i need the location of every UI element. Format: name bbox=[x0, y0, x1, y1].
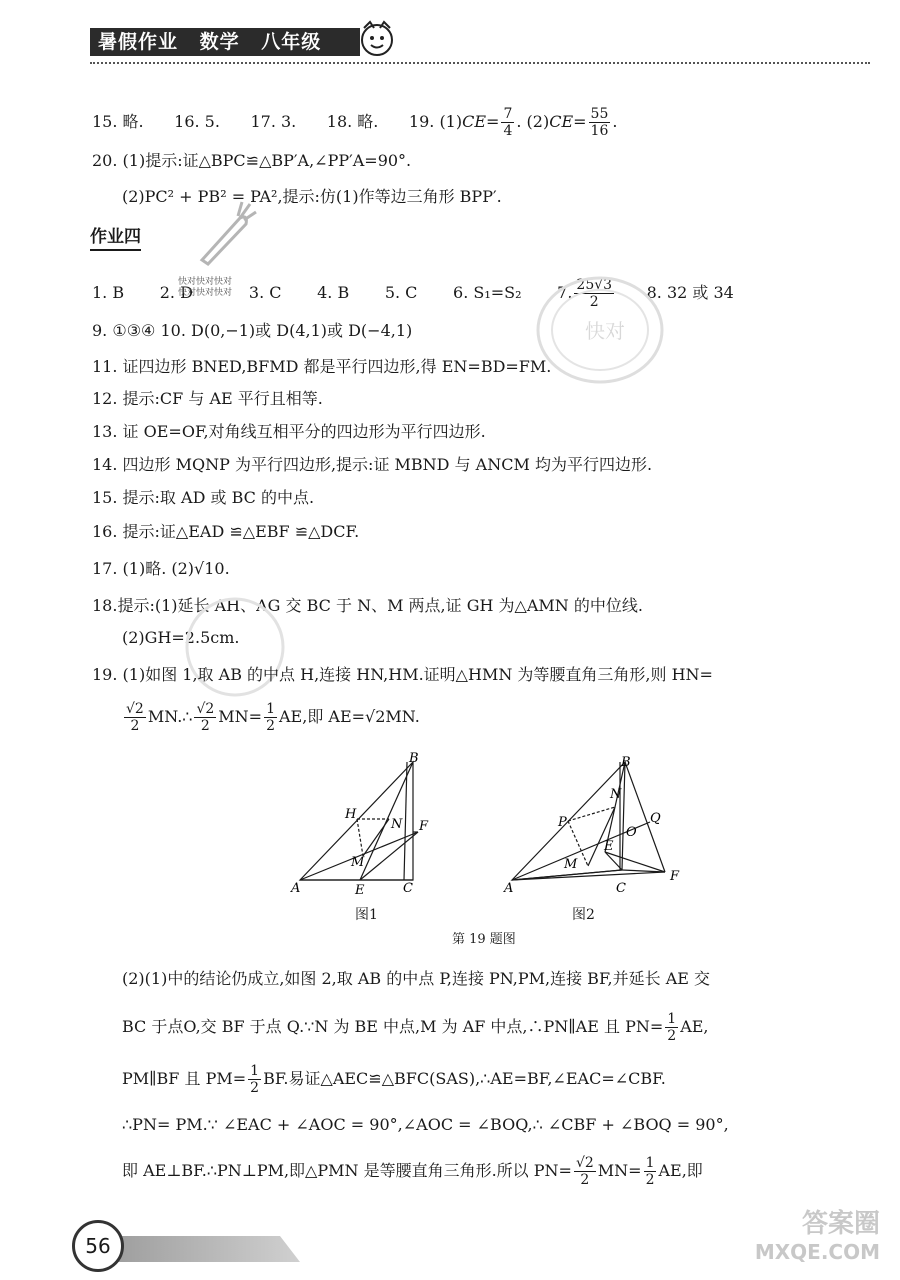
watermark-small-2: 快对快对快对 bbox=[178, 288, 233, 298]
carrot-stamp-icon bbox=[190, 198, 260, 270]
frac-num: √2 bbox=[575, 1155, 594, 1171]
text: 即 AE⊥BF.∴PN⊥PM,即△PMN 是等腰直角三角形.所以 PN= bbox=[122, 1161, 572, 1180]
equals-sign: = bbox=[573, 112, 587, 131]
answer-4: 4. B bbox=[317, 283, 350, 302]
frac-num: 55 bbox=[590, 106, 609, 122]
frac-den: 2 bbox=[589, 294, 599, 310]
answer-6: 6. S₁=S₂ bbox=[453, 283, 522, 302]
header-book-title: 暑假作业 bbox=[98, 31, 179, 53]
frac-num: √2 bbox=[196, 701, 215, 717]
header-title-band bbox=[90, 28, 360, 56]
formula-text: MN= bbox=[218, 707, 263, 726]
answer-14: 14. 四边形 MQNP 为平行四边形,提示:证 MBND 与 ANCM 均为平行四边形. bbox=[92, 455, 653, 474]
answer-17: 17. (1)略. (2)√10. bbox=[92, 559, 230, 578]
fraction-root2-2 bbox=[574, 1155, 596, 1188]
fig1-line-hm bbox=[357, 819, 363, 856]
fraction-1-2 bbox=[264, 701, 277, 734]
fig1-label-n: N bbox=[391, 817, 403, 832]
text: MN= bbox=[597, 1161, 642, 1180]
answer-1: 1. B bbox=[92, 283, 125, 302]
part2-line-2 bbox=[122, 1010, 709, 1044]
fig2-label-o: O bbox=[626, 825, 637, 840]
fig2-label-p: P bbox=[558, 815, 567, 830]
answer-19-part1: 19. (1)如图 1,取 AB 的中点 H,连接 HN,HM.证明△HMN 为等腰直角三角形,则 HN= bbox=[92, 665, 713, 684]
answer-11: 11. 证四边形 BNED,BFMD 都是平行四边形,得 EN=BD=FM. bbox=[92, 357, 552, 376]
answer-18: 18. 略. bbox=[326, 112, 379, 131]
fig2-label-b: B bbox=[621, 755, 631, 770]
answer-16: 16. 提示:证△EAD ≌△EBF ≌△DCF. bbox=[92, 522, 360, 541]
fraction-55-16 bbox=[589, 106, 611, 139]
answer-19-part1-formula bbox=[122, 700, 420, 734]
answer-3: 3. C bbox=[248, 283, 282, 302]
fig2-label-e: E bbox=[604, 839, 614, 854]
fraction-root2-2 bbox=[124, 701, 146, 734]
frac-num: 25√3 bbox=[576, 277, 613, 293]
figures-group-caption: 第 19 题图 bbox=[452, 932, 516, 947]
answer-2: 2. D bbox=[159, 283, 193, 302]
figure-1-caption: 图1 bbox=[355, 907, 378, 923]
answer-15: 15. 略. bbox=[92, 112, 144, 131]
answer-19-ce2: CE bbox=[549, 112, 574, 131]
frac-den: 2 bbox=[645, 1172, 655, 1188]
fig2-label-a: A bbox=[504, 881, 514, 896]
header-dotted-rule bbox=[90, 62, 870, 64]
answer-18-part1: 18.提示:(1)延长 AH、AG 交 BC 于 N、M 两点,证 GH 为△AMN 的中位线. bbox=[92, 596, 643, 615]
text: AE, bbox=[680, 1017, 709, 1036]
frac-den: 2 bbox=[200, 718, 210, 734]
answer-19-mid: . (2) bbox=[516, 112, 550, 131]
watermark-stamp-line2: MXQE.COM bbox=[754, 1240, 880, 1264]
fraction-1-2 bbox=[665, 1011, 678, 1044]
fraction-1-2 bbox=[248, 1063, 261, 1096]
header-subject: 数学 bbox=[199, 31, 240, 53]
answer-20-part1: 20. (1)提示:证△BPC≌△BP′A,∠PP′A=90°. bbox=[92, 151, 412, 170]
answer-18-part2: (2)GH=2.5cm. bbox=[122, 628, 240, 647]
fig1-label-m: M bbox=[351, 855, 365, 870]
fig1-label-h: H bbox=[345, 807, 357, 822]
text: BF.易证△AEC≌△BFC(SAS),∴AE=BF,∠EAC=∠CBF. bbox=[263, 1069, 666, 1088]
fig1-label-e: E bbox=[355, 883, 365, 898]
fig2-label-c: C bbox=[616, 881, 626, 896]
fig2-label-n: N bbox=[610, 787, 622, 802]
part2-line-5 bbox=[122, 1154, 703, 1188]
figure-1-diagram bbox=[285, 752, 435, 902]
watermark-stamp-line1: 答案圈 bbox=[801, 1209, 880, 1239]
frac-num: 1 bbox=[266, 701, 275, 717]
frac-den: 4 bbox=[503, 123, 513, 139]
answer-7-prefix: 7. bbox=[557, 283, 573, 302]
answer-5: 5. C bbox=[384, 283, 418, 302]
part2-line-3 bbox=[122, 1062, 666, 1096]
fig1-line-ef bbox=[360, 832, 418, 880]
fig1-label-c: C bbox=[403, 881, 413, 896]
fraction-7-4 bbox=[501, 106, 514, 139]
frac-num: 7 bbox=[503, 106, 513, 122]
part2-line-4: ∴PN= PM.∵ ∠EAC + ∠AOC = 90°,∠AOC = ∠BOQ,∴ ∠CBF + ∠BOQ = 90°, bbox=[122, 1115, 729, 1134]
formula-text: AE,即 AE=√2MN. bbox=[279, 707, 420, 726]
figure-2-diagram bbox=[500, 752, 700, 902]
fig2-label-q: Q bbox=[650, 811, 661, 826]
fraction-root2-2 bbox=[194, 701, 216, 734]
answer-17: 17. 3. bbox=[250, 112, 297, 131]
text: BC 于点O,交 BF 于点 Q.∵N 为 BE 中点,M 为 AF 中点,∴PN∥AE 且 PN= bbox=[122, 1017, 664, 1036]
equals-sign: = bbox=[486, 112, 500, 131]
frac-den: 2 bbox=[266, 718, 275, 734]
answer-19-prefix: 19. (1) bbox=[408, 112, 463, 131]
frac-den: 2 bbox=[130, 718, 140, 734]
fraction-1-2 bbox=[644, 1155, 657, 1188]
header-mascot-icon bbox=[352, 18, 402, 58]
fig1-label-a: A bbox=[291, 881, 301, 896]
frac-num: √2 bbox=[126, 701, 144, 717]
frac-den: 2 bbox=[250, 1080, 260, 1096]
watermark-stamp bbox=[755, 1210, 880, 1266]
header-grade: 八年级 bbox=[261, 31, 322, 53]
part2-line-1: (2)(1)中的结论仍成立,如图 2,取 AB 的中点 P,连接 PN,PM,连接 BF,并延长 AE 交 bbox=[122, 969, 711, 988]
answer-row-9-10: 9. ①③④ 10. D(0,−1)或 D(4,1)或 D(−4,1) bbox=[92, 321, 413, 340]
page-number: 56 bbox=[72, 1220, 124, 1272]
fig1-label-f: F bbox=[419, 819, 429, 834]
text: PM∥BF 且 PM= bbox=[122, 1069, 247, 1088]
figure-2-caption: 图2 bbox=[572, 907, 595, 923]
fig2-label-f: F bbox=[670, 869, 680, 884]
fig1-label-b: B bbox=[409, 752, 419, 766]
answer-row-15-19 bbox=[92, 106, 617, 139]
frac-num: 1 bbox=[645, 1155, 655, 1171]
answer-8: 8. 32 或 34 bbox=[646, 283, 734, 302]
faint-stamp-text: 快对 bbox=[585, 319, 625, 343]
answer-15: 15. 提示:取 AD 或 BC 的中点. bbox=[92, 488, 315, 507]
text: AE,即 bbox=[658, 1161, 703, 1180]
frac-den: 2 bbox=[667, 1028, 677, 1044]
answer-20-part2: (2)PC² + PB² = PA²,提示:仿(1)作等边三角形 BPP′. bbox=[122, 187, 502, 206]
frac-num: 1 bbox=[250, 1063, 260, 1079]
footer-band bbox=[100, 1236, 300, 1262]
answer-12: 12. 提示:CF 与 AE 平行且相等. bbox=[92, 389, 323, 408]
watermark-small-1: 快对快对快对 bbox=[178, 277, 233, 287]
frac-den: 2 bbox=[580, 1172, 590, 1188]
section-title: 作业四 bbox=[90, 222, 141, 251]
frac-num: 1 bbox=[667, 1011, 677, 1027]
fig2-label-m: M bbox=[564, 857, 578, 872]
answer-16: 16. 5. bbox=[174, 112, 220, 131]
period: . bbox=[612, 112, 618, 131]
frac-den: 16 bbox=[590, 123, 609, 139]
answer-19-ce1: CE bbox=[462, 112, 487, 131]
formula-text: MN.∴ bbox=[147, 707, 193, 726]
answer-13: 13. 证 OE=OF,对角线互相平分的四边形为平行四边形. bbox=[92, 422, 486, 441]
